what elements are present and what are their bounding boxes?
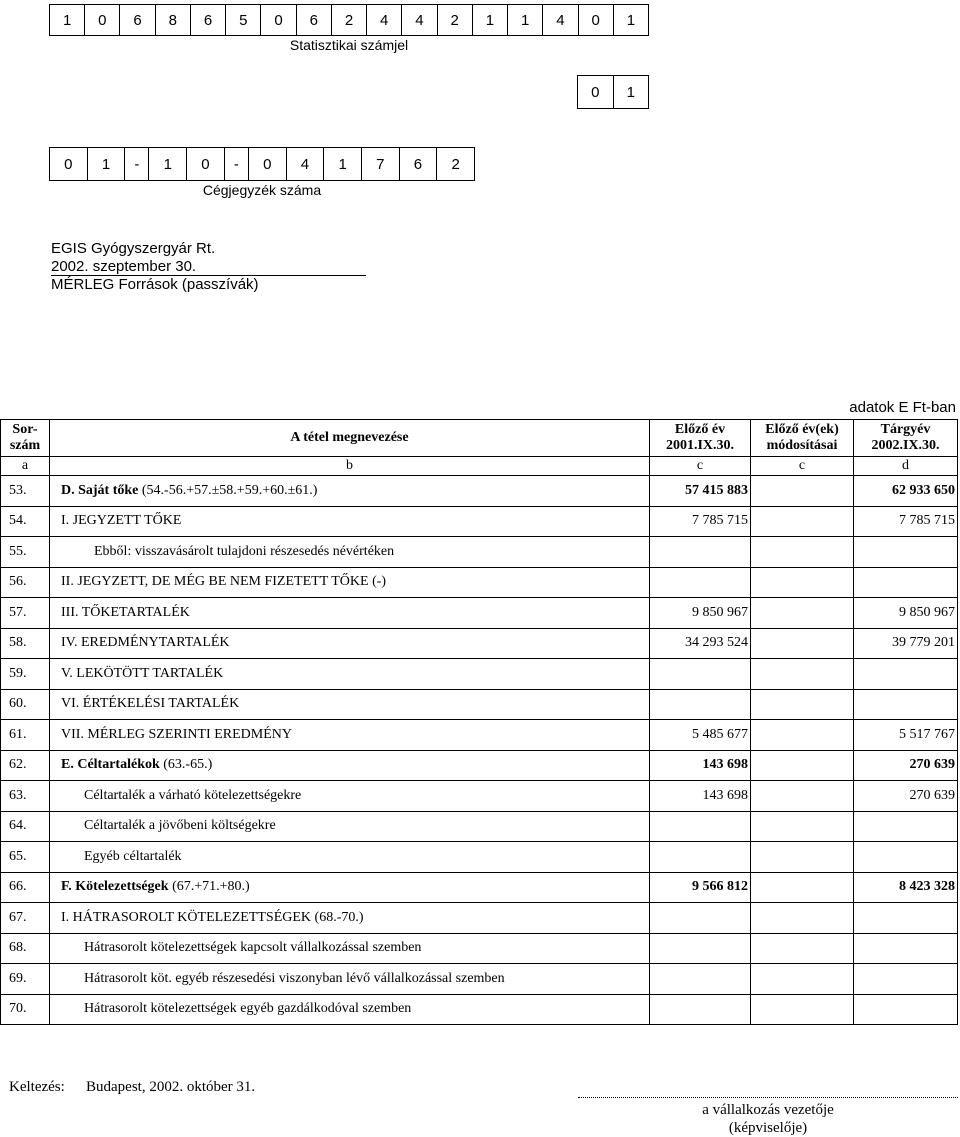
value-prev: 143 698	[650, 750, 751, 781]
date-place-value: Budapest, 2002. október 31.	[86, 1079, 256, 1095]
value-curr	[854, 933, 958, 964]
row-label-cell	[50, 537, 650, 568]
table-row	[1, 598, 958, 629]
reg-no-digit: 0	[187, 148, 225, 181]
signatory-title	[578, 1101, 958, 1137]
value-mod	[751, 476, 854, 507]
row-number: 64.	[1, 811, 50, 842]
reg-no-digit: -	[224, 148, 248, 181]
row-label-cell	[50, 659, 650, 690]
value-prev: 34 293 524	[650, 628, 751, 659]
row-number: 61.	[1, 720, 50, 751]
value-prev	[650, 903, 751, 934]
row-number: 53.	[1, 476, 50, 507]
reg-no-digit: -	[125, 148, 149, 181]
stat-id-digit: 0	[85, 5, 120, 36]
row-label: Hátrasorolt kötelezettségek kapcsolt vállalkozással szemben	[84, 940, 422, 956]
row-number: 55.	[1, 537, 50, 568]
reg-no-digit: 6	[399, 148, 437, 181]
value-mod	[751, 750, 854, 781]
value-curr	[854, 659, 958, 690]
header-current-year	[854, 420, 958, 457]
table-row	[1, 872, 958, 903]
date-place-label: Keltezés:	[9, 1079, 65, 1095]
stat-id-digit: 8	[155, 5, 190, 36]
value-mod	[751, 689, 854, 720]
row-number: 58.	[1, 628, 50, 659]
value-curr: 5 517 767	[854, 720, 958, 751]
row-label: III. TŐKETARTALÉK	[61, 604, 190, 620]
row-formula: (67.+71.+80.)	[168, 879, 250, 895]
date-underline	[51, 275, 366, 276]
table-row	[1, 476, 958, 507]
stat-id-digit: 0	[578, 5, 613, 36]
row-number: 69.	[1, 964, 50, 995]
stat-id-digit: 6	[190, 5, 225, 36]
row-number: 56.	[1, 567, 50, 598]
stat-id-digit: 6	[120, 5, 155, 36]
value-prev	[650, 994, 751, 1025]
value-mod	[751, 842, 854, 873]
value-mod	[751, 720, 854, 751]
row-label-cell	[50, 506, 650, 537]
row-label: VI. ÉRTÉKELÉSI TARTALÉK	[61, 696, 240, 712]
row-number: 66.	[1, 872, 50, 903]
value-curr: 39 779 201	[854, 628, 958, 659]
stat-id-digit: 4	[367, 5, 402, 36]
row-label-cell	[50, 964, 650, 995]
row-label: E. Céltartalékok	[61, 757, 160, 773]
value-curr	[854, 537, 958, 568]
value-mod	[751, 811, 854, 842]
stat-id-digit: 4	[543, 5, 578, 36]
stat-id-digit: 1	[472, 5, 507, 36]
row-number: 57.	[1, 598, 50, 629]
row-label-cell	[50, 842, 650, 873]
row-label: V. LEKÖTÖTT TARTALÉK	[61, 665, 224, 681]
header-prev-year	[650, 420, 751, 457]
row-label-cell	[50, 476, 650, 507]
statistical-id-caption: Statisztikai számjel	[289, 37, 409, 53]
row-label-cell	[50, 598, 650, 629]
value-prev	[650, 811, 751, 842]
row-number: 68.	[1, 933, 50, 964]
company-name: EGIS Gyógyszergyár Rt.	[51, 240, 216, 257]
row-label-cell	[50, 781, 650, 812]
unit-note: adatok E Ft-ban	[849, 399, 956, 416]
table-row	[1, 689, 958, 720]
value-mod	[751, 628, 854, 659]
value-curr	[854, 811, 958, 842]
row-number: 62.	[1, 750, 50, 781]
reg-no-digit: 1	[324, 148, 362, 181]
value-mod	[751, 506, 854, 537]
row-label: D. Saját tőke	[61, 482, 139, 498]
table-row	[1, 994, 958, 1025]
row-label-cell	[50, 750, 650, 781]
row-label: IV. EREDMÉNYTARTALÉK	[61, 635, 230, 651]
stat-id-digit: 2	[437, 5, 472, 36]
row-label: Egyéb céltartalék	[84, 848, 182, 864]
row-label: I. JEGYZETT TŐKE	[61, 513, 182, 529]
stat-id-digit: 4	[402, 5, 437, 36]
row-label: Ebből: visszavásárolt tulajdoni részesedés névértéken	[94, 543, 395, 559]
row-label: Hátrasorolt köt. egyéb részesedési viszonyban lévő vállalkozással szemben	[84, 970, 505, 986]
header-szam: szám	[9, 438, 41, 453]
column-letter-row	[1, 457, 958, 476]
value-prev	[650, 567, 751, 598]
stat-id-digit: 1	[613, 5, 648, 36]
statistical-id-grid	[49, 4, 649, 36]
table-row	[1, 537, 958, 568]
value-curr: 9 850 967	[854, 598, 958, 629]
stat-id-digit: 5	[226, 5, 261, 36]
report-title: MÉRLEG Források (passzívák)	[51, 276, 259, 293]
table-row	[1, 567, 958, 598]
row-formula: (63.-65.)	[159, 757, 213, 773]
value-mod	[751, 781, 854, 812]
company-info	[51, 240, 259, 294]
stat-id-digit: 1	[50, 5, 85, 36]
value-prev	[650, 689, 751, 720]
value-mod	[751, 537, 854, 568]
code-grid	[577, 75, 649, 109]
value-prev: 7 785 715	[650, 506, 751, 537]
value-curr	[854, 842, 958, 873]
value-curr: 7 785 715	[854, 506, 958, 537]
row-label: Céltartalék a várható kötelezettségekre	[84, 787, 302, 803]
row-label: Hátrasorolt kötelezettségek egyéb gazdálkodóval szemben	[84, 1001, 412, 1017]
registration-number-caption: Cégjegyzék száma	[202, 182, 322, 198]
value-mod	[751, 872, 854, 903]
row-label: F. Kötelezettségek	[61, 879, 169, 895]
value-mod	[751, 598, 854, 629]
header-mod-label: Előző év(ek)	[765, 422, 839, 437]
reg-no-digit: 2	[437, 148, 475, 181]
row-number: 65.	[1, 842, 50, 873]
value-mod	[751, 933, 854, 964]
header-curr-date: 2002.IX.30.	[871, 438, 940, 453]
header-row	[1, 420, 958, 457]
code-digit: 1	[613, 76, 649, 109]
reg-no-digit: 0	[248, 148, 286, 181]
value-prev: 5 485 677	[650, 720, 751, 751]
header-mod-sub: módosításai	[766, 438, 838, 453]
reg-no-digit: 1	[149, 148, 187, 181]
header-sor: Sor-	[12, 422, 38, 437]
value-prev: 57 415 883	[650, 476, 751, 507]
table-row	[1, 781, 958, 812]
value-curr: 270 639	[854, 781, 958, 812]
stat-id-digit: 6	[296, 5, 331, 36]
value-mod	[751, 903, 854, 934]
row-formula: (54.-56.+57.±58.+59.+60.±61.)	[138, 482, 318, 498]
row-label-cell	[50, 720, 650, 751]
row-number: 60.	[1, 689, 50, 720]
stat-id-digit: 1	[508, 5, 543, 36]
value-curr	[854, 689, 958, 720]
signatory-line2: (képviselője)	[728, 1120, 808, 1136]
column-letter: a	[1, 457, 50, 476]
value-curr	[854, 994, 958, 1025]
reg-no-digit: 7	[361, 148, 399, 181]
value-curr	[854, 567, 958, 598]
value-curr: 62 933 650	[854, 476, 958, 507]
header-curr-label: Tárgyév	[880, 422, 931, 437]
table-row	[1, 964, 958, 995]
value-prev	[650, 659, 751, 690]
code-digit: 0	[578, 76, 614, 109]
table-row	[1, 842, 958, 873]
value-curr	[854, 903, 958, 934]
value-curr: 270 639	[854, 750, 958, 781]
table-row	[1, 750, 958, 781]
column-letter: d	[854, 457, 958, 476]
value-curr: 8 423 328	[854, 872, 958, 903]
value-prev: 9 566 812	[650, 872, 751, 903]
table-row	[1, 903, 958, 934]
row-label: II. JEGYZETT, DE MÉG BE NEM FIZETETT TŐKE (-)	[61, 574, 387, 590]
header-prev-date: 2001.IX.30.	[665, 438, 735, 453]
value-prev	[650, 842, 751, 873]
value-curr	[854, 964, 958, 995]
report-date: 2002. szeptember 30.	[51, 258, 197, 275]
row-label-cell	[50, 811, 650, 842]
row-label-cell	[50, 933, 650, 964]
signature-line	[578, 1097, 958, 1098]
row-label: I. HÁTRASOROLT KÖTELEZETTSÉGEK (68.-70.)	[61, 909, 364, 925]
row-label-cell	[50, 903, 650, 934]
value-mod	[751, 994, 854, 1025]
header-modifications	[751, 420, 854, 457]
row-number: 70.	[1, 994, 50, 1025]
row-label-cell	[50, 567, 650, 598]
reg-no-digit: 0	[50, 148, 88, 181]
registration-number-grid	[49, 147, 475, 181]
row-label: VII. MÉRLEG SZERINTI EREDMÉNY	[61, 726, 292, 742]
stat-id-digit: 0	[261, 5, 296, 36]
signatory-line1: a vállalkozás vezetője	[702, 1102, 834, 1118]
row-number: 54.	[1, 506, 50, 537]
header-row-no	[1, 420, 50, 457]
value-prev	[650, 964, 751, 995]
row-number: 59.	[1, 659, 50, 690]
header-prev-label: Előző év	[674, 422, 726, 437]
header-item-name: A tétel megnevezése	[50, 420, 650, 457]
row-label-cell	[50, 994, 650, 1025]
value-mod	[751, 659, 854, 690]
row-number: 63.	[1, 781, 50, 812]
value-prev	[650, 933, 751, 964]
column-letter: c	[751, 457, 854, 476]
balance-sheet-table	[0, 419, 958, 1025]
column-letter: b	[50, 457, 650, 476]
row-label-cell	[50, 872, 650, 903]
value-mod	[751, 964, 854, 995]
row-label: Céltartalék a jövőbeni költségekre	[84, 818, 276, 834]
table-row	[1, 659, 958, 690]
value-prev: 9 850 967	[650, 598, 751, 629]
row-number: 67.	[1, 903, 50, 934]
table-row	[1, 811, 958, 842]
table-row	[1, 628, 958, 659]
table-row	[1, 506, 958, 537]
stat-id-digit: 2	[331, 5, 366, 36]
table-row	[1, 933, 958, 964]
value-mod	[751, 567, 854, 598]
reg-no-digit: 4	[286, 148, 324, 181]
value-prev: 143 698	[650, 781, 751, 812]
row-label-cell	[50, 689, 650, 720]
row-label-cell	[50, 628, 650, 659]
column-letter: c	[650, 457, 751, 476]
reg-no-digit: 1	[87, 148, 125, 181]
table-row	[1, 720, 958, 751]
value-prev	[650, 537, 751, 568]
